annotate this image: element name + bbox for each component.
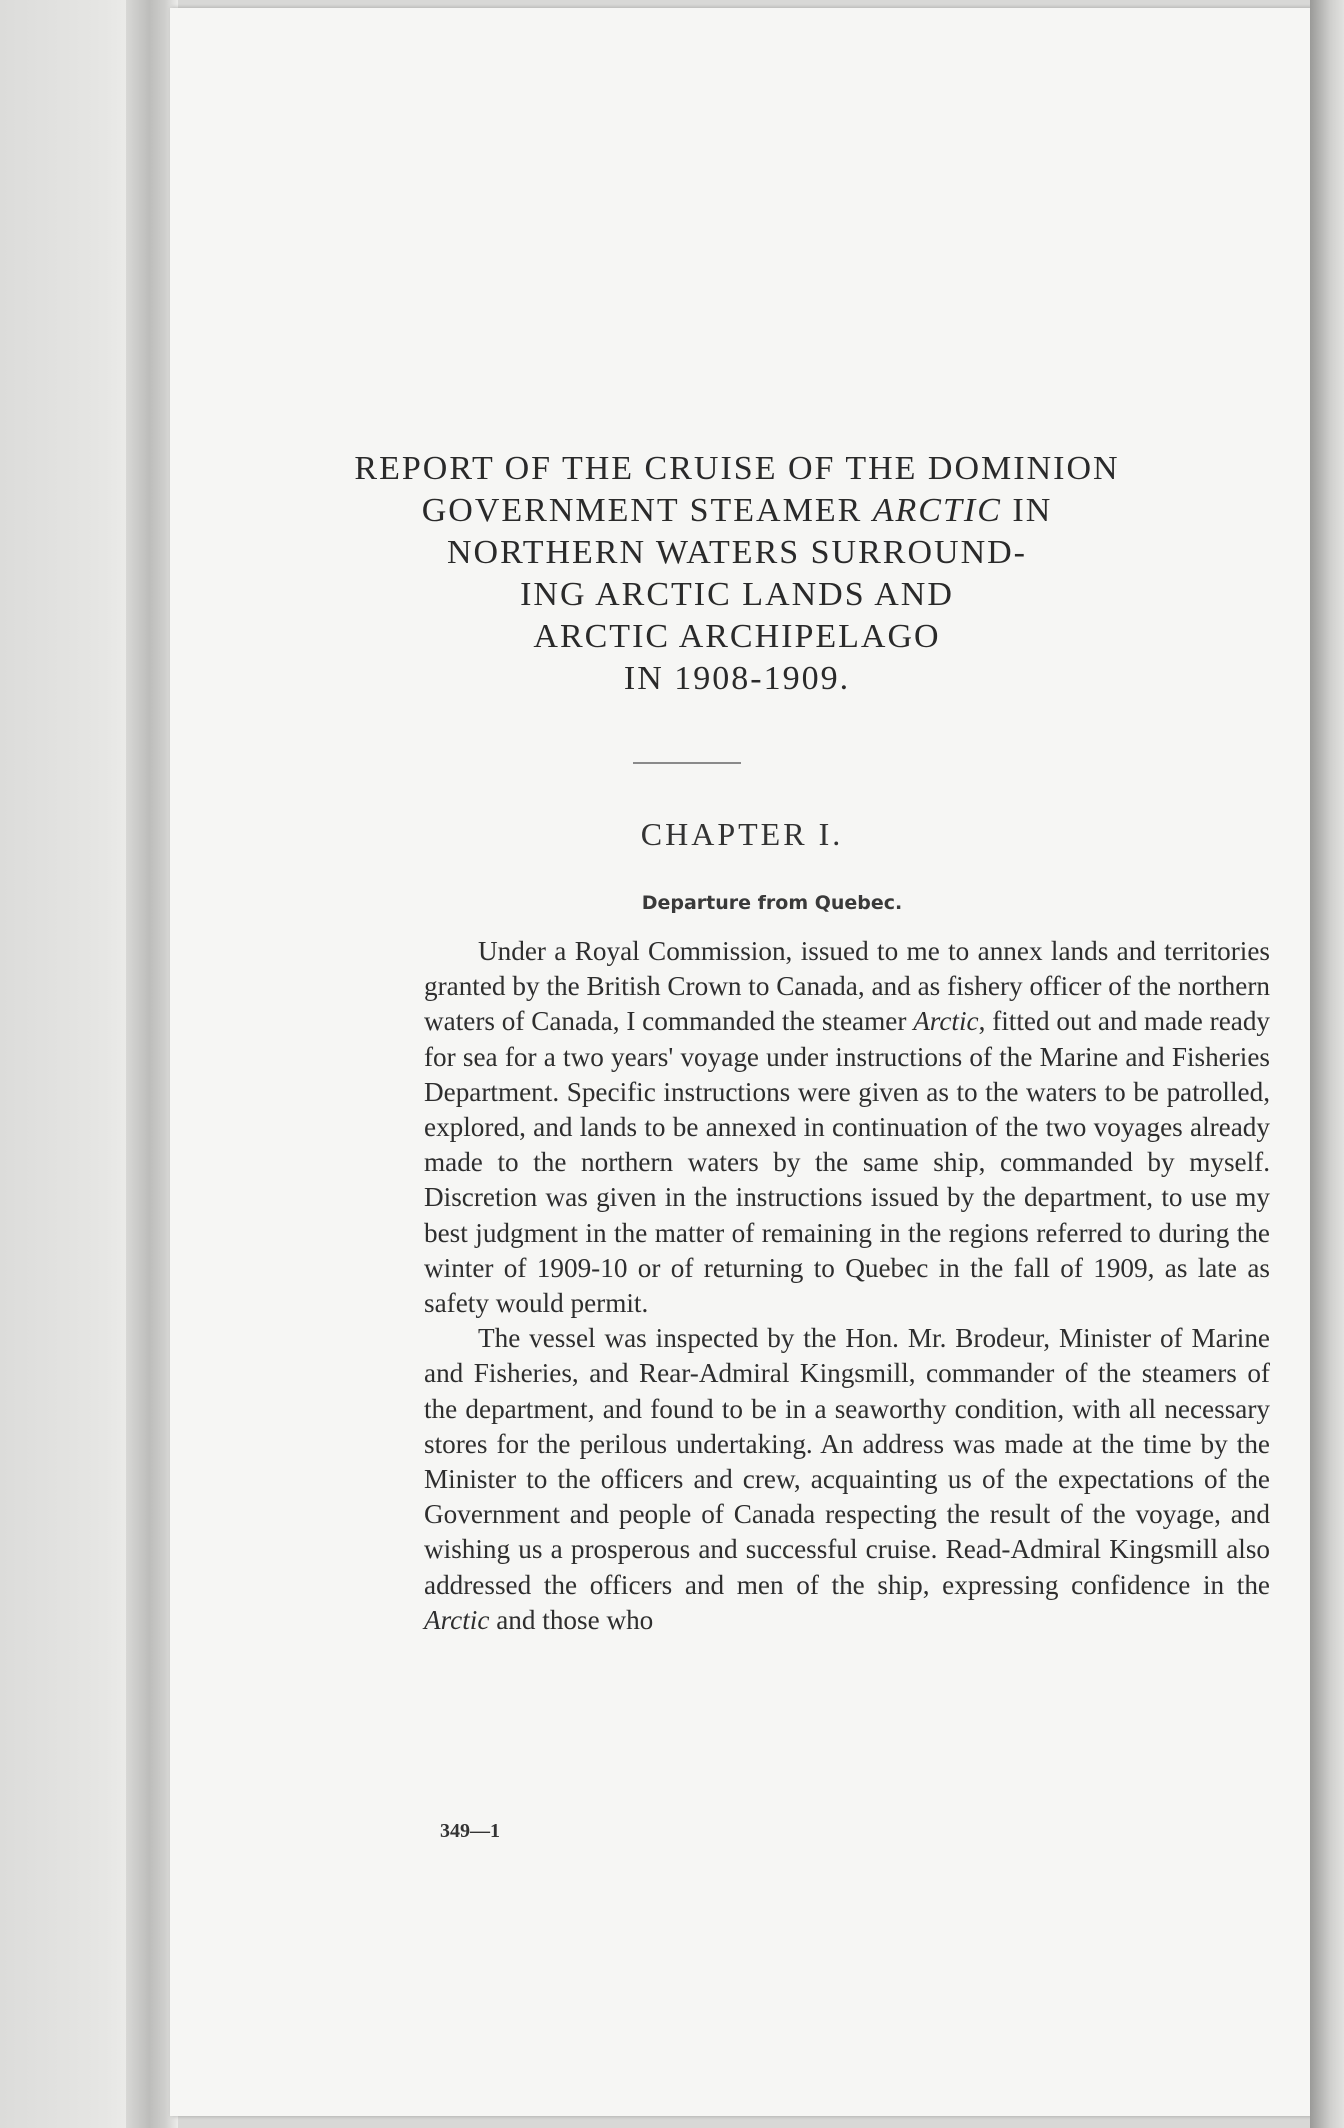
title-line-6: IN 1908-1909.: [623, 660, 851, 697]
ship-name-italic: Arctic: [424, 1604, 490, 1635]
right-page-edge: [1310, 0, 1344, 2128]
paragraph-1-text-b: , fitted out and made ready for sea for a two years' voyage under instructions of the Marine and Fisheries Department. Specific instructions were given as to the waters to be patrolled, explored, and lands to be annexed in continuation of the two voyages already made to the northern waters by the same ship, commanded by myself. Discretion was given in the instructions issued by the department, to use my best judgment in the matter of remaining in the regions referred to during the winter of 1909-10 or of returning to Quebec in the fall of 1909, as late as safety would permit.: [424, 1006, 1271, 1319]
paragraph-2-text-a: The vessel was inspected by the Hon. Mr. Brodeur, Minister of Marine and Fisheries, and Rear-Admiral Kingsmill, commander of the steamers of the department, and found to be in a seaworthy condition, with all necessary stores for the perilous undertaking. An address was made at the time by the Minister to the officers and crew, acquainting us of the expectations of the Government and people of Canada respecting the result of the voyage, and wishing us a prosperous and successful cruise. Read-Admiral Kingsmill also addressed the officers and men of the ship, expressing confidence in the: [424, 1323, 1270, 1600]
title-line-3: NORTHERN WATERS SURROUND-: [446, 534, 1028, 571]
title-line-2-tail: IN: [1001, 492, 1053, 529]
ship-name-italic: ARCTIC: [872, 492, 1002, 529]
title-line-2-text: GOVERNMENT STEAMER: [421, 492, 873, 529]
title-line-2: [160, 490, 1314, 532]
title-line-1: REPORT OF THE CRUISE OF THE DOMINION: [354, 450, 1120, 487]
paragraph-2: [424, 1321, 1270, 1638]
title-line-5: ARCTIC ARCHIPELAGO: [533, 618, 941, 655]
report-title: [170, 448, 1314, 700]
ship-name-italic: Arctic: [913, 1006, 979, 1037]
page-folio: 349—1: [440, 1820, 500, 1842]
document-page: [170, 8, 1314, 2116]
title-line-4: ING ARCTIC LANDS AND: [520, 576, 954, 613]
section-subheading: Departure from Quebec.: [641, 892, 903, 914]
paragraph-1-text-a: Under a Royal Commission, issued to me to annex lands and territories granted by the British Crown to Canada, and as fishery officer of the northern waters of Canada, I commanded the steamer: [424, 936, 1270, 1037]
paragraph-2-text-b: and those who: [489, 1604, 654, 1635]
body-text: [424, 934, 1270, 1638]
chapter-heading: CHAPTER I.: [640, 816, 844, 852]
paragraph-1: [424, 934, 1270, 1321]
section-divider: [633, 762, 741, 764]
